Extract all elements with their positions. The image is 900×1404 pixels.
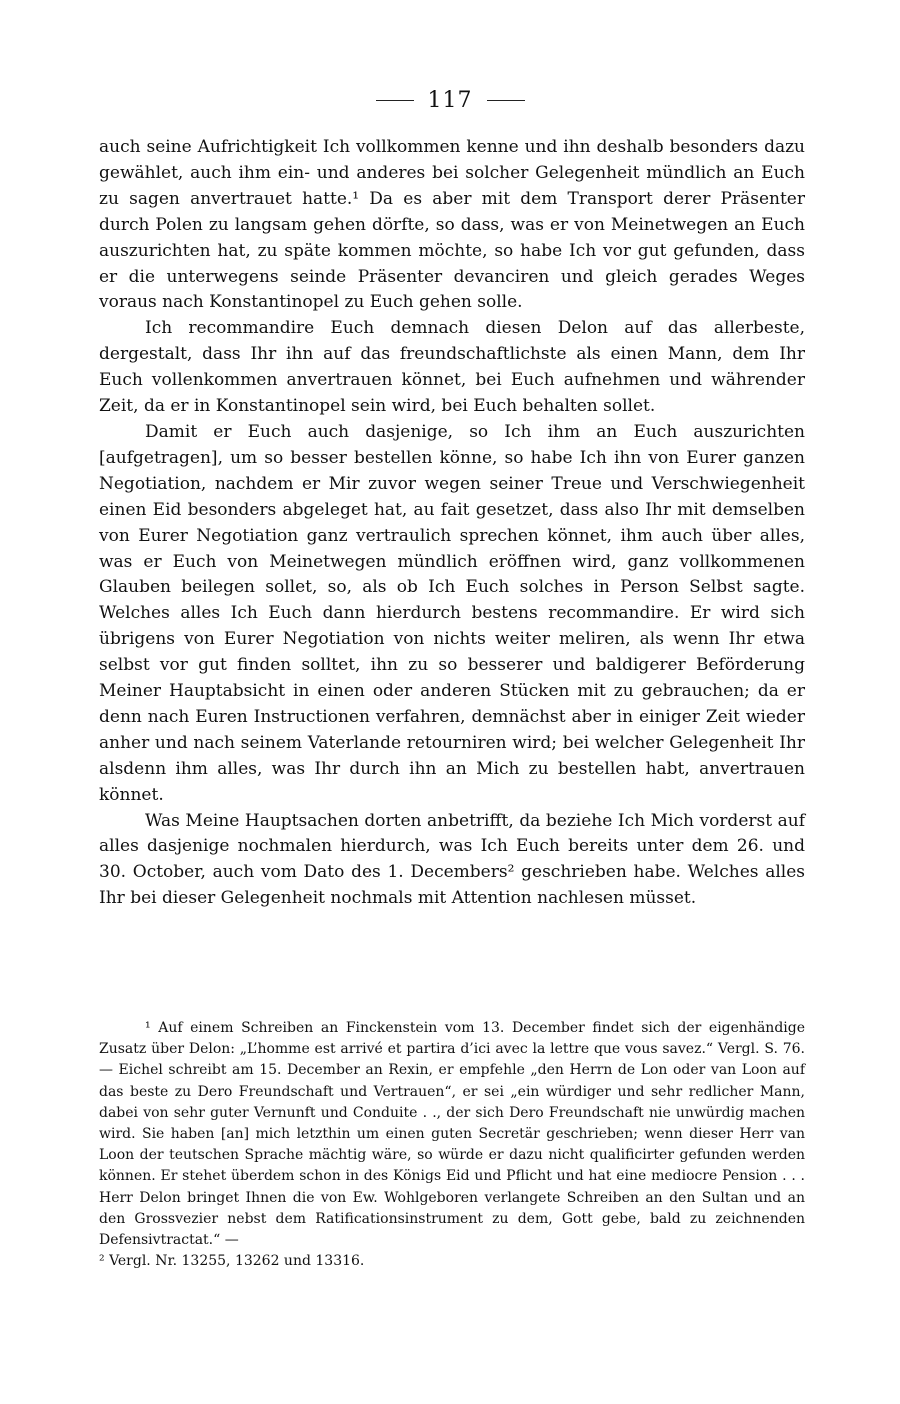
- page-number: 117: [427, 88, 473, 113]
- paragraph: Ich recommandire Euch demnach diesen Delon auf das allerbeste, dergestalt, dass Ihr ihn auf das freundschaftlichste als einen Mann, dem Ihr Euch vollenkommen anvertrauen könnet, bei Euch aufnehmen und währender Zeit, da er in Konstantinopel sein wird, bei Euch behalten sollet.: [99, 318, 805, 417]
- paragraph-continuation: auch seine Aufrichtigkeit Ich vollkommen kenne und ihn deshalb besonders dazu gewählet, auch ihm ein- und anderes bei solcher Gelegenheit mündlich an Euch zu sagen anvertrauet hatte.¹ Da es aber mit dem Transport derer Präsenter durch Polen zu langsam gehen dörfte, so dass, was er von Meinetwegen an Euch auszurichten hat, zu späte kommen möchte, so habe Ich vor gut gefunden, dass er die unterwegens seinde Präsenter devanciren und gleich gerades Weges voraus nach Konstantinopel zu Euch gehen solle.: [99, 137, 805, 313]
- main-text: [99, 135, 805, 912]
- page-header: [0, 88, 900, 113]
- footnote-2: ² Vergl. Nr. 13255, 13262 und 13316.: [99, 1253, 365, 1270]
- paragraph: Was Meine Hauptsachen dorten anbetrifft, da beziehe Ich Mich vorderst auf alles dasjenige nochmalen hierdurch, was Ich Euch bereits unter dem 26. und 30. October, auch vom Dato des 1. Decembers² geschrieben habe. Welches alles Ihr bei dieser Gelegenheit nochmals mit Attention nachlesen müsset.: [99, 810, 805, 909]
- header-rule-right: [487, 100, 525, 101]
- paragraph: Damit er Euch auch dasjenige, so Ich ihm an Euch auszurichten [aufgetragen], um so besser bestellen könne, so habe Ich ihn von Eurer ganzen Negotiation, nachdem er Mir zuvor wegen seiner Treue und Verschwiegenheit einen Eid besonders abgeleget hat, au fait gesetzet, dass also Ihr mit demselben von Eurer Negotiation ganz vertraulich sprechen könnet, ihm auch über alles, was er Euch von Meinetwegen mündlich eröffnen wird, ganz vollkommenen Glauben beilegen sollet, so, als ob Ich Euch solches in Person Selbst sagte. Welches alles Ich Euch dann hierdurch bestens recommandire. Er wird sich übrigens von Eurer Negotiation von nichts weiter meliren, als wenn Ihr etwa selbst vor gut finden solltet, ihn zu so besserer und baldigerer Beförderung Meiner Hauptabsicht in einen oder anderen Stücken mit zu gebrauchen; da er denn nach Euren Instructionen verfahren, demnächst aber in einiger Zeit wieder anher und nach seinem Vaterlande retourniren wird; bei welcher Gelegenheit Ihr alsdenn ihm alles, was Ihr durch ihn an Mich zu bestellen habt, anvertrauen könnet.: [99, 421, 805, 805]
- header-rule-left: [376, 100, 414, 101]
- footnotes: [99, 1018, 805, 1272]
- footnote-1: ¹ Auf einem Schreiben an Finckenstein vom 13. December findet sich der eigenhändige Zusatz über Delon: „L’homme est arrivé et partira d’ici avec la lettre que vous savez.“ Vergl. S. 76. — Eichel schreibt am 15. December an Rexin, er empfehle „den Herrn de Lon oder van Loon auf das beste zu Dero Freundschaft und Vertrauen“, er sei „ein würdiger und sehr redlicher Mann, dabei von sehr guter Vernunft und Conduite . ., der sich Dero Freundschaft nie unwürdig machen wird. Sie haben [an] mich letzthin um einen guten Secretär geschrieben; wenn dieser Herr van Loon der teutschen Sprache mächtig wäre, so würde er dazu nicht qualificirter gefunden werden können. Er stehet überdem schon in des Königs Eid und Pflicht und hat eine mediocre Pension . . . Herr Delon bringet Ihnen die von Ew. Wohlgeboren verlangete Schreiben an den Sultan und an den Grossvezier nebst dem Ratificationsinstrument zu dem, Gott gebe, bald zu zeichnenden Defensivtractat.“ —: [99, 1020, 805, 1249]
